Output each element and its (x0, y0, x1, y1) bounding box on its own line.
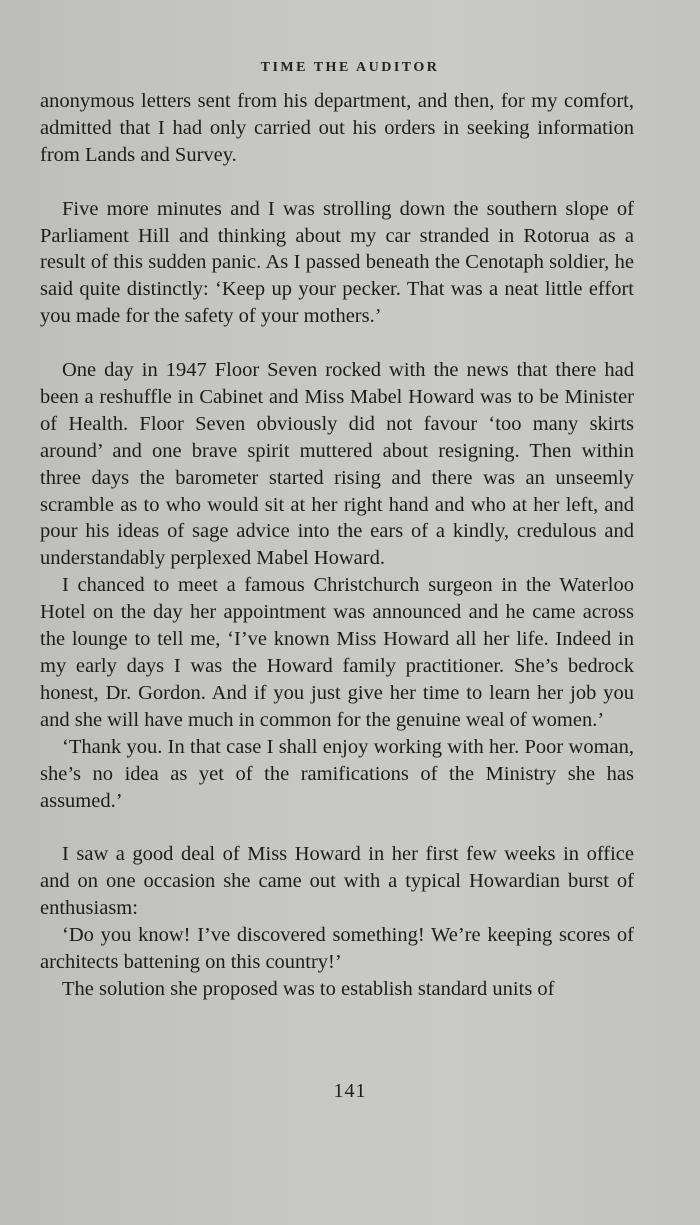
paragraph: I saw a good deal of Miss Howard in her first few weeks in office and on one occasion she came out with a typical Howardian burst of enthusiasm: (40, 843, 634, 920)
paragraph: ‘Do you know! I’ve discovered something! We’re keeping scores of architects battening on this country!’ (40, 924, 634, 973)
paragraph: One day in 1947 Floor Seven rocked with the news that there had been a reshuffle in Cabinet and Miss Mabel Howard was to be Minister of Health. Floor Seven obviously did not favour ‘too many skirts around’ and one brave spirit muttered about resigning. Then within three days the barometer started rising and there was an unseemly scramble as to who would sit at her right hand and who at her left, and pour his ideas of sage advice into the ears of a kindly, credulous and understandably perplexed Mabel Howard. (40, 359, 634, 570)
paragraph: I chanced to meet a famous Christchurch surgeon in the Waterloo Hotel on the day her appointment was announced and he came across the lounge to tell me, ‘I’ve known Miss Howard all her life. Indeed in my early days I was the Howard family practitioner. She’s bedrock honest, Dr. Gordon. And if you just give her time to learn her job you and she will have much in common for the genuine weal of women.’ (40, 574, 634, 731)
paragraph: anonymous letters sent from his department, and then, for my comfort, admitted that I had only carried out his orders in seeking information from Lands and Survey. (40, 90, 634, 166)
running-head: TIME THE AUDITOR (260, 60, 440, 75)
paragraph: ‘Thank you. In that case I shall enjoy working with her. Poor woman, she’s no idea as yet of the ramifications of the Ministry she has assumed.’ (40, 735, 634, 812)
paragraph: Five more minutes and I was strolling down the southern slope of Parliament Hill and thinking about my car stranded in Rotorua as a result of this sudden panic. As I passed beneath the Cenotaph soldier, he said quite distinctly: ‘Keep up your pecker. That was a neat little effort you made for the safety of your mothers.’ (40, 197, 634, 328)
paragraph: The solution she proposed was to establish standard units of (62, 977, 555, 1000)
page-number: 141 (333, 1080, 367, 1102)
body-text (40, 88, 634, 1003)
